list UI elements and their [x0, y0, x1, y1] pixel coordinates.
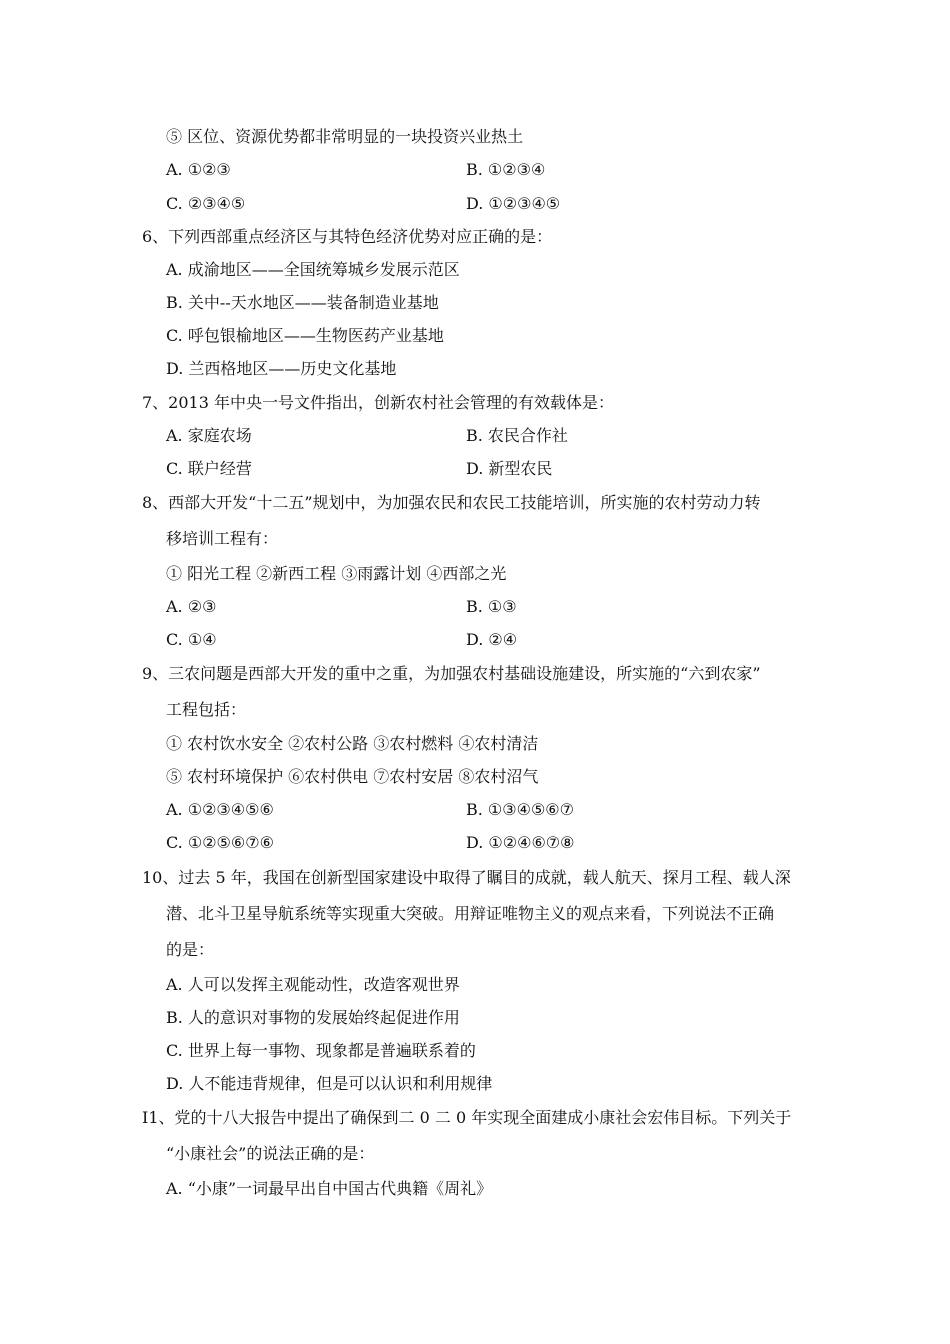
q10-option-b: B. 人的意识对事物的发展始终起促进作用	[166, 1008, 460, 1027]
q8-option-d: D. ②④	[466, 630, 518, 649]
q5-option-c: C. ②③④⑤	[166, 194, 246, 213]
q5-option-b: B. ①②③④	[466, 160, 546, 179]
q6-option-a: A. 成渝地区——全国统筹城乡发展示范区	[166, 260, 460, 279]
q9-option-a: A. ①②③④⑤⑥	[166, 800, 274, 819]
q10-option-c: C. 世界上每一事物、现象都是普遍联系着的	[166, 1041, 476, 1060]
q9-items-line2: ⑤ 农村环境保护 ⑥农村供电 ⑦农村安居 ⑧农村沼气	[166, 767, 539, 786]
q5-item-5: ⑤ 区位、资源优势都非常明显的一块投资兴业热土	[166, 127, 524, 146]
q6-option-c: C. 呼包银榆地区——生物医药产业基地	[166, 326, 444, 345]
q10-option-d: D. 人不能违背规律，但是可以认识和利用规律	[166, 1074, 493, 1093]
q8-stem-line2: 移培训工程有：	[166, 529, 279, 548]
q6-option-b: B. 关中--天水地区——装备制造业基地	[166, 293, 439, 312]
q9-option-d: D. ①②④⑥⑦⑧	[466, 833, 575, 852]
q11-stem-line2: “小康社会”的说法正确的是：	[166, 1144, 375, 1163]
q8-option-a: A. ②③	[166, 597, 217, 616]
q5-option-d: D. ①②③④⑤	[466, 194, 561, 213]
q7-stem: 7、2013 年中央一号文件指出，创新农村社会管理的有效载体是：	[142, 393, 614, 412]
q11-stem-line1: I1、党的十八大报告中提出了确保到二 0 二 0 年实现全面建成小康社会宏伟目标。下列关于	[142, 1108, 792, 1127]
q5-option-a: A. ①②③	[166, 160, 231, 179]
q7-option-d: D. 新型农民	[466, 459, 553, 478]
q7-option-a: A. 家庭农场	[166, 426, 252, 445]
q9-option-b: B. ①③④⑤⑥⑦	[466, 800, 574, 819]
q9-stem-line2: 工程包括：	[166, 700, 247, 719]
q8-option-b: B. ①③	[466, 597, 517, 616]
q8-option-c: C. ①④	[166, 630, 217, 649]
q8-stem-line1: 8、西部大开发“十二五”规划中，为加强农民和农民工技能培训，所实施的农村劳动力转	[142, 493, 761, 512]
q6-option-d: D. 兰西格地区——历史文化基地	[166, 359, 397, 378]
q8-items: ① 阳光工程 ②新西工程 ③雨露计划 ④西部之光	[166, 564, 507, 583]
q10-option-a: A. 人可以发挥主观能动性，改造客观世界	[166, 975, 460, 994]
q9-option-c: C. ①②⑤⑥⑦⑥	[166, 833, 274, 852]
q7-option-b: B. 农民合作社	[466, 426, 568, 445]
q10-stem-line1: 10、过去 5 年，我国在创新型国家建设中取得了瞩目的成就，载人航天、探月工程、载人深	[142, 868, 791, 887]
q10-stem-line3: 的是：	[166, 940, 215, 959]
q9-items-line1: ① 农村饮水安全 ②农村公路 ③农村燃料 ④农村清洁	[166, 734, 539, 753]
q7-option-c: C. 联户经营	[166, 459, 252, 478]
q11-option-a: A. “小康”一词最早出自中国古代典籍《周礼》	[166, 1179, 493, 1198]
q9-stem-line1: 9、三农问题是西部大开发的重中之重，为加强农村基础设施建设，所实施的“六到农家”	[142, 664, 761, 683]
q10-stem-line2: 潜、北斗卫星导航系统等实现重大突破。用辩证唯物主义的观点来看，下列说法不正确	[166, 904, 775, 923]
q6-stem: 6、下列西部重点经济区与其特色经济优势对应正确的是：	[142, 227, 553, 246]
